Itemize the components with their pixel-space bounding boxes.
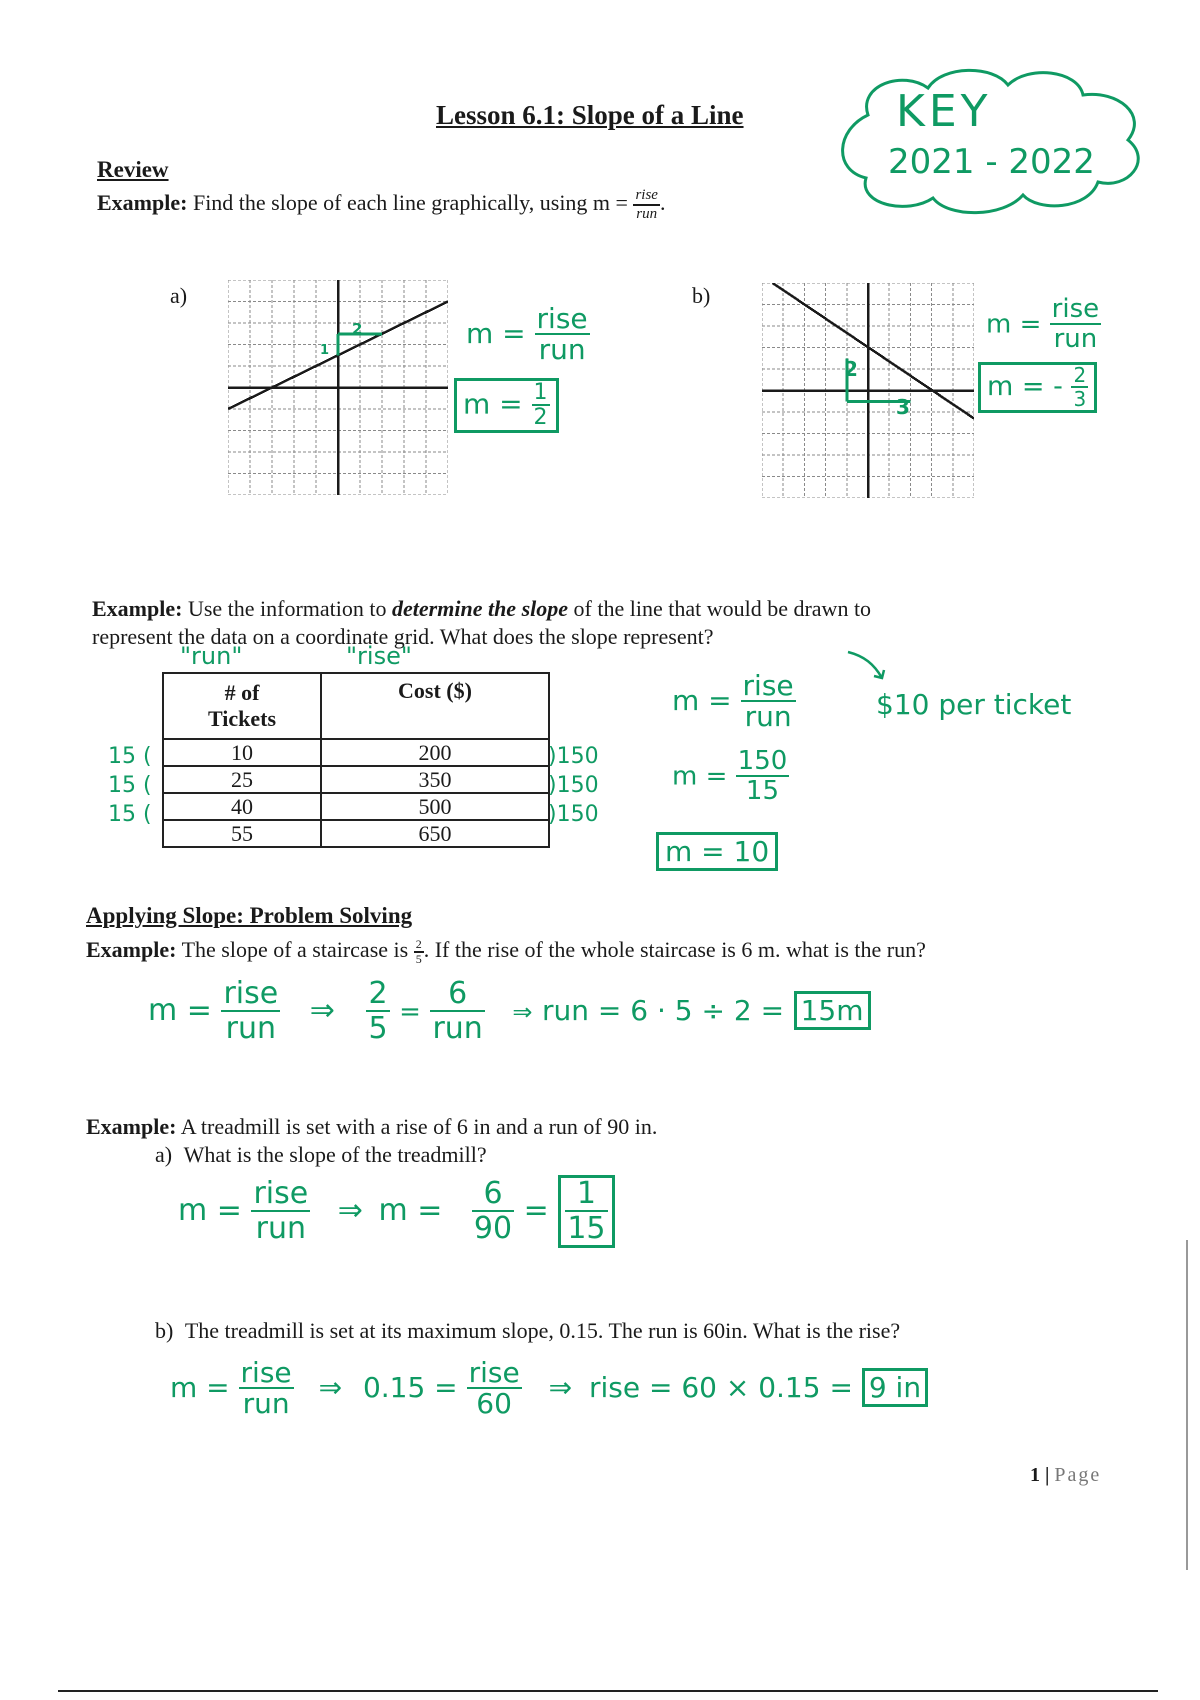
- cell-tickets: 10: [163, 739, 321, 766]
- work-den: run: [225, 1010, 277, 1046]
- eq-num-right: 6: [430, 978, 484, 1012]
- slope-den: 5: [415, 951, 422, 966]
- formula-num: rise: [633, 188, 660, 206]
- answer-den: 3: [1073, 387, 1087, 411]
- part-b-label: b): [155, 1318, 174, 1343]
- work-lhs: m =: [148, 992, 212, 1028]
- right-difference: )150: [548, 744, 599, 769]
- calc-lhs: m =: [672, 761, 728, 792]
- rise-calc: rise = 60 × 0.15 =: [588, 1371, 853, 1405]
- arrow-2: ⇒: [512, 997, 533, 1026]
- answer-den: 2: [533, 405, 548, 431]
- cell-cost: 500: [321, 793, 549, 820]
- table-row: [163, 793, 549, 820]
- table-header-cost: Cost ($): [321, 673, 549, 739]
- run-calc: run = 6 · 5 ÷ 2 =: [542, 993, 785, 1027]
- calc-num: 150: [737, 746, 788, 776]
- tickets-answer: m = 10: [656, 832, 778, 871]
- page-title: Lesson 6.1: Slope of a Line: [436, 100, 744, 130]
- key-label: KEY: [896, 86, 992, 137]
- run-answer: 15m: [794, 991, 871, 1030]
- cell-cost: 200: [321, 739, 549, 766]
- answer-lhs: m =: [463, 387, 523, 421]
- left-difference: 15 (: [108, 744, 152, 769]
- equals: =: [523, 1192, 549, 1228]
- treadmill-a-work: [178, 1175, 615, 1248]
- review-prompt: [97, 188, 665, 222]
- table-row: [163, 766, 549, 793]
- part-b-text: The treadmill is set at its maximum slope, 0.15. The run is 60in. What is the rise?: [184, 1318, 901, 1343]
- table-row: [163, 820, 549, 847]
- prompt-text-1: Use the information to: [187, 596, 387, 621]
- work-lhs: m =: [466, 317, 526, 351]
- work-lhs: m =: [178, 1192, 242, 1228]
- example-label: Example:: [97, 190, 188, 216]
- prompt-emphasis: determine the slope: [392, 596, 569, 621]
- staircase-prompt: [86, 937, 926, 966]
- tickets-calc: [672, 748, 789, 806]
- work-num: rise: [1051, 294, 1100, 324]
- work-num: rise: [253, 1176, 309, 1211]
- page-number: 1: [1030, 1464, 1040, 1486]
- slope-value: 0.15 =: [362, 1371, 458, 1405]
- part-b-work: [986, 296, 1101, 354]
- calc-den: 15: [745, 776, 780, 807]
- work-num: rise: [536, 302, 588, 335]
- tickets-meaning: $10 per ticket: [876, 688, 1072, 721]
- part-a-label: a): [170, 283, 188, 308]
- cell-cost: 350: [321, 766, 549, 793]
- graph-a: [228, 280, 448, 499]
- work-den: run: [255, 1210, 307, 1246]
- example-label: Example:: [86, 1114, 177, 1139]
- rise-tag: "rise": [346, 642, 412, 670]
- value-den: 60: [476, 1387, 512, 1421]
- cell-tickets: 40: [163, 793, 321, 820]
- prompt-text: Find the slope of each line graphically, using m =: [192, 190, 628, 216]
- formula-den: run: [636, 205, 658, 222]
- value-num: rise: [468, 1356, 520, 1389]
- work-num: rise: [742, 669, 794, 702]
- work-lhs: m =: [170, 1371, 230, 1405]
- answer-num: 1: [533, 380, 548, 405]
- example-label: Example:: [86, 937, 177, 962]
- work-lhs: m =: [986, 309, 1042, 340]
- graph-b-run-annot: 3: [896, 395, 910, 419]
- value-den: 90: [473, 1210, 513, 1246]
- part-a-text: What is the slope of the treadmill?: [183, 1142, 487, 1167]
- treadmill-b-work: [170, 1358, 928, 1420]
- answer-num: 2: [1073, 363, 1087, 387]
- graph-b-rise-annot: 2: [844, 357, 858, 381]
- work-num: rise: [223, 976, 279, 1011]
- example-label: Example:: [92, 596, 183, 621]
- applying-heading: Applying Slope: Problem Solving: [86, 903, 413, 928]
- prompt-text-2: of the line that would be drawn to: [573, 596, 872, 621]
- treadmill-part-b: [155, 1318, 900, 1344]
- part-a-answer: [454, 378, 559, 433]
- slope-num: 2: [415, 937, 422, 952]
- rise-answer: 9 in: [862, 1368, 928, 1407]
- right-difference: )150: [548, 802, 599, 827]
- cell-tickets: 25: [163, 766, 321, 793]
- table-header-row: [163, 673, 549, 739]
- value-num: 6: [472, 1178, 514, 1212]
- page-footer: [1030, 1464, 1101, 1487]
- work-lhs: m =: [672, 684, 732, 718]
- cell-tickets: 55: [163, 820, 321, 847]
- part-b-label: b): [692, 283, 711, 308]
- work-den: run: [242, 1387, 290, 1421]
- m-label: m =: [378, 1192, 443, 1228]
- meaning-arrow-icon: [844, 648, 894, 688]
- part-b-answer: [978, 362, 1097, 413]
- table-header-tickets: # of Tickets: [163, 673, 321, 739]
- cell-cost: 650: [321, 820, 549, 847]
- eq-den-left: 5: [368, 1010, 388, 1046]
- table-row: [163, 739, 549, 766]
- plotted-line: [773, 283, 974, 418]
- left-differences: [108, 744, 168, 844]
- review-heading: Review: [97, 157, 169, 182]
- tickets-work: [672, 671, 796, 733]
- answer-num: 1: [565, 1178, 607, 1212]
- left-difference: 15 (: [108, 802, 152, 827]
- page-right-edge: [1186, 1240, 1188, 1570]
- page-separator: |: [1045, 1464, 1050, 1486]
- run-tag: "run": [180, 642, 243, 670]
- graph-a-run-annot: 2: [352, 320, 363, 338]
- cloud-outline-icon: [828, 60, 1158, 220]
- formula-fraction: [633, 188, 660, 222]
- arrow-1: ⇒: [309, 992, 335, 1028]
- prompt-line-2: represent the data on a coordinate grid. What does the slope represent?: [92, 624, 714, 649]
- answer-den: 15: [567, 1210, 606, 1246]
- graph-b: [762, 283, 974, 502]
- right-difference: )150: [548, 773, 599, 798]
- arrow-2: ⇒: [548, 1371, 573, 1405]
- tickets-table: [162, 672, 550, 848]
- formula-end: .: [659, 190, 666, 216]
- graph-a-rise-annot: 1: [320, 343, 330, 358]
- eq-den-right: run: [432, 1010, 483, 1046]
- treadmill-part-a: [155, 1142, 487, 1168]
- work-den: run: [744, 700, 792, 734]
- page-word: Page: [1054, 1464, 1102, 1486]
- work-den: run: [1053, 324, 1098, 355]
- prompt-text-after: . If the rise of the whole staircase is 6 m. what is the run?: [423, 937, 926, 962]
- key-year: 2021 - 2022: [888, 142, 1095, 182]
- work-num: rise: [240, 1356, 292, 1389]
- page-bottom-rule: [58, 1690, 1158, 1692]
- key-stamp: [828, 60, 1158, 220]
- arrow-1: ⇒: [318, 1371, 343, 1405]
- part-a-label: a): [155, 1142, 173, 1167]
- arrow: ⇒: [337, 1192, 363, 1228]
- answer-lhs: m = -: [987, 371, 1063, 402]
- right-differences: [548, 744, 618, 844]
- prompt-text-before: The slope of a staircase is: [181, 937, 409, 962]
- prompt-text: A treadmill is set with a rise of 6 in and a run of 90 in.: [180, 1114, 658, 1139]
- left-difference: 15 (: [108, 773, 152, 798]
- part-a-work: [466, 304, 590, 366]
- work-den: run: [538, 333, 586, 367]
- staircase-work: m = $\frac{\text{rise}}{\text{run}}$ ⇒ $\frac{2}{5}$ = $\frac{6}{\text{run}}$ ⇒ run = 6 · 5 ÷ 2 = 15m: [148, 978, 871, 1045]
- treadmill-prompt: [86, 1114, 657, 1140]
- eq-num-left: 2: [368, 976, 388, 1011]
